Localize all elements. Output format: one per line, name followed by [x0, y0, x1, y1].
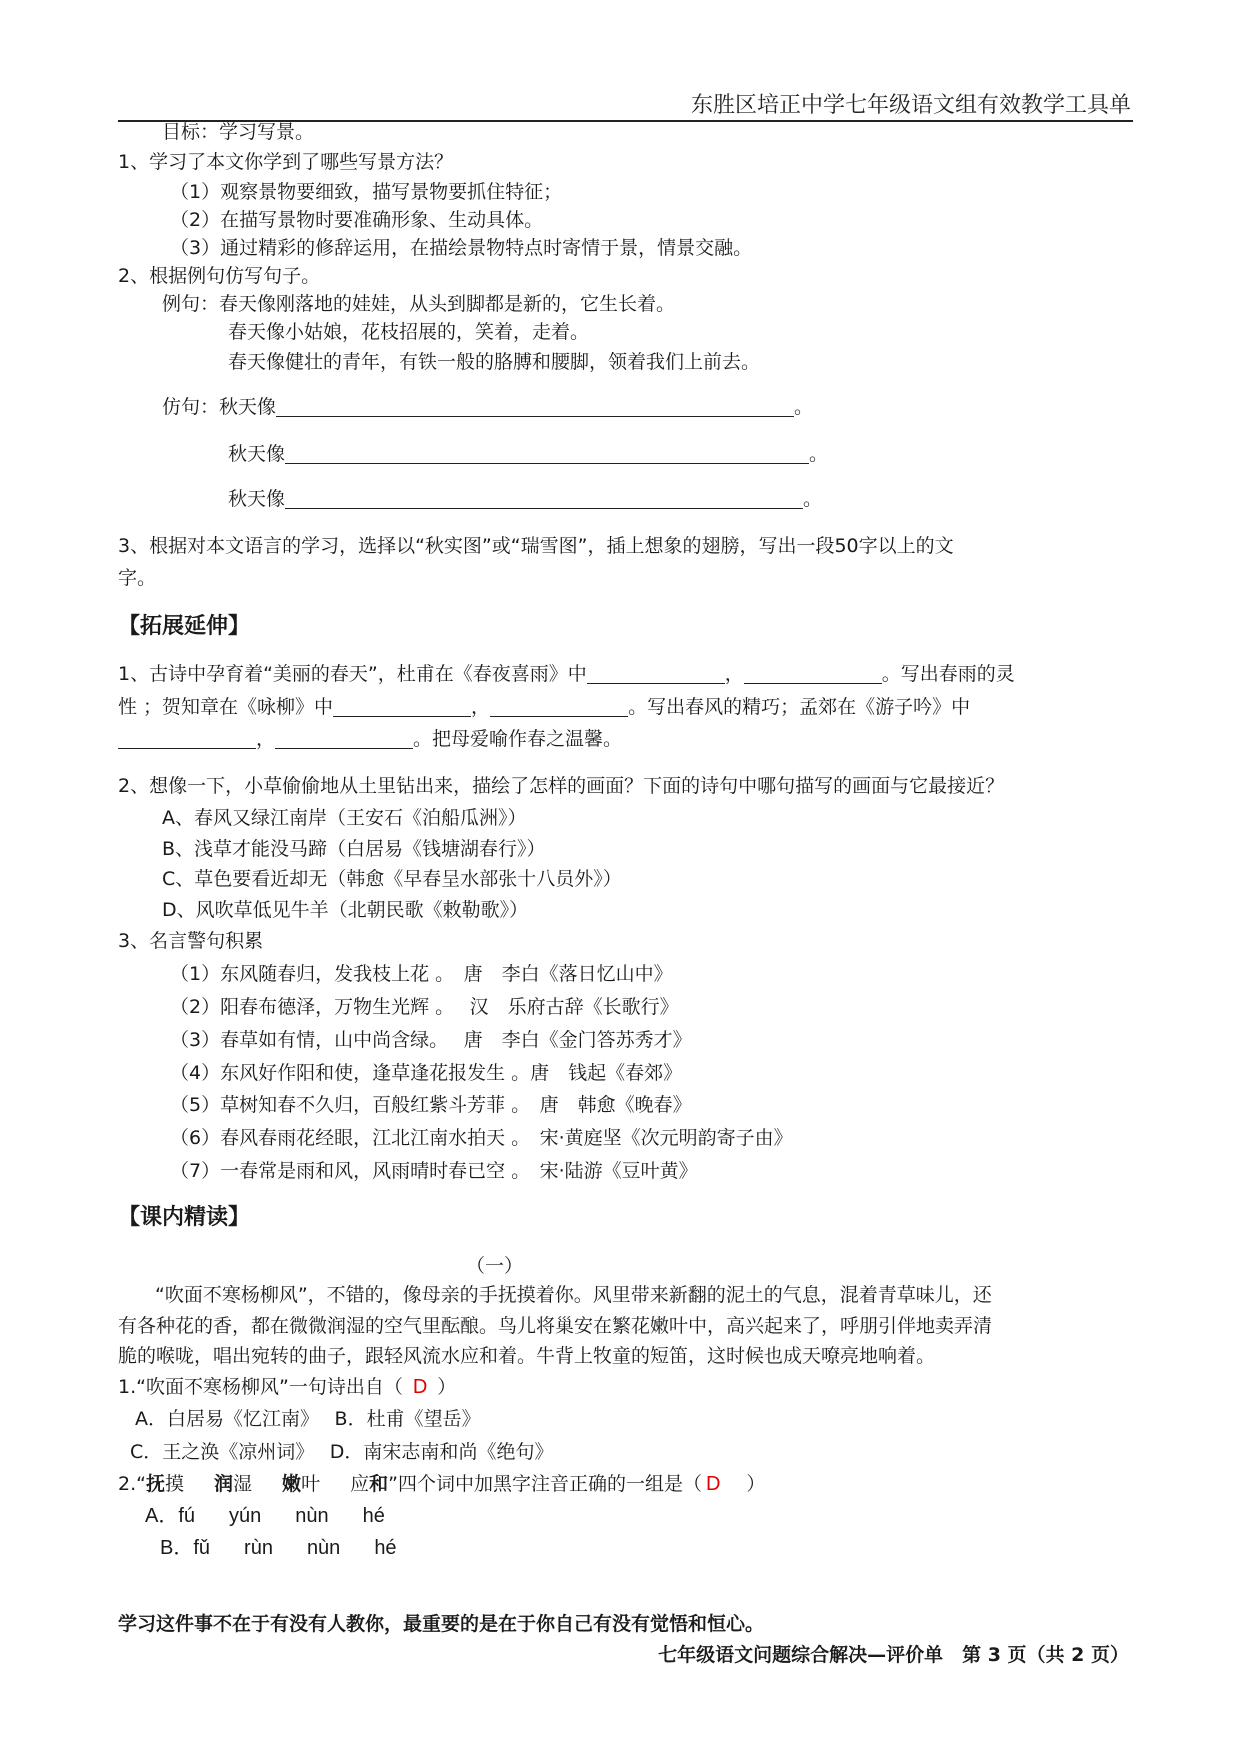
period: 。	[809, 443, 829, 465]
quote-item: （2）阳春布德泽，万物生光辉 。 汉 乐府古辞《长歌行》	[170, 996, 679, 1018]
ext-q1-line3	[118, 725, 622, 753]
pinyin: fú	[178, 1505, 196, 1527]
bold-char: 抚	[145, 1473, 165, 1495]
passage-line: 有各种花的香，都在微微润湿的空气里酝酿。鸟儿将巢安在繁花嫩叶中，高兴起来了，呼朋引伴地卖弄清	[118, 1315, 993, 1337]
imitate-prefix: 秋天像	[228, 443, 286, 465]
pinyin: hé	[374, 1537, 397, 1559]
quote-item: （1）东风随春归，发我枝上花 。 唐 李白《落日忆山中》	[170, 963, 673, 985]
reading-q2	[118, 1470, 765, 1498]
pinyin-option-b	[160, 1534, 431, 1562]
q2-prefix: 2.“	[118, 1473, 146, 1495]
quote-item: （4）东风好作阳和使，逢草逢花报发生 。唐 钱起《春郊》	[170, 1062, 683, 1084]
word-part: 叶	[301, 1473, 321, 1495]
ext-q1-line2	[118, 693, 970, 721]
word-part: 应	[350, 1473, 370, 1495]
imitate-prefix: 秋天像	[228, 488, 286, 510]
ext-q2-stem: 2、想像一下，小草偷偷地从土里钻出来，描绘了怎样的画面？下面的诗句中哪句描写的画面与它最接近？	[118, 775, 1005, 797]
option-label: A．	[145, 1505, 179, 1527]
footer-page-info: 七年级语文问题综合解决—评价单 第 3 页（共 2 页）	[658, 1644, 1129, 1666]
imitate-prefix: 秋天像	[219, 396, 277, 418]
word-part: 摸	[165, 1473, 185, 1495]
fill-blank[interactable]	[275, 726, 413, 749]
word-part: 湿	[233, 1473, 253, 1495]
pinyin: nùn	[306, 1537, 341, 1559]
target-line: 目标：学习写景。	[162, 121, 315, 143]
passage-line: “吹面不寒杨柳风”，不错的，像母亲的手抚摸着你。风里带来新翻的泥土的气息，混着青草味儿，还	[155, 1284, 992, 1306]
reading-q1-options: A．白居易《忆江南》 B．杜甫《望岳》	[135, 1408, 481, 1430]
ext-q1-text: 性 ；贺知章在《咏柳》中	[118, 696, 334, 718]
pinyin: yún	[229, 1505, 262, 1527]
section-title-extension: 【拓展延伸】	[118, 614, 251, 639]
imitate-blank[interactable]	[285, 486, 803, 509]
quote-item: （6）春风春雨花经眼，江北江南水拍天 。 宋·黄庭坚《次元明韵寄子由》	[170, 1127, 793, 1149]
imitate-line-3	[228, 485, 822, 513]
bold-char: 和	[369, 1473, 389, 1495]
comma: ，	[256, 728, 276, 750]
pinyin: hé	[362, 1505, 385, 1527]
q2-suffix: ”四个词中加黑字注音正确的一组是（	[388, 1473, 702, 1495]
q2-stem: 2、根据例句仿写句子。	[118, 265, 321, 287]
fill-blank[interactable]	[587, 661, 725, 684]
paren-close: ）	[746, 1473, 766, 1495]
imitate-line-2	[228, 440, 828, 468]
fill-blank[interactable]	[118, 726, 256, 749]
q3-line: 字。	[118, 567, 157, 589]
reading-q1-stem: 1.“吹面不寒杨柳风”一句诗出自（	[118, 1376, 403, 1398]
footer-motto: 学习这件事不在于有没有人教你，最重要的是在于你自己有没有觉悟和恒心。	[118, 1613, 765, 1635]
answer-mark: D	[705, 1473, 721, 1495]
example-sentence: 春天像刚落地的娃娃，从头到脚都是新的，它生长着。	[219, 293, 676, 315]
comma: ，	[724, 663, 744, 685]
pinyin: fǔ	[193, 1537, 211, 1559]
period: 。	[803, 488, 823, 510]
fill-blank[interactable]	[744, 661, 882, 684]
period: 。	[794, 396, 814, 418]
option-label: B．	[160, 1537, 194, 1559]
bold-char: 嫩	[282, 1473, 302, 1495]
example-sentence: 春天像小姑娘，花枝招展的，笑着，走着。	[228, 321, 590, 343]
ext-q1-text: 。写出春风的精巧；孟郊在《游子吟》中	[628, 696, 971, 718]
ext-q1-text: 。把母爱喻作春之温馨。	[413, 728, 623, 750]
q1-item: （1）观察景物要细致，描写景物要抓住特征；	[170, 181, 563, 203]
bold-char: 润	[214, 1473, 234, 1495]
fill-blank[interactable]	[333, 694, 471, 717]
q3-line: 3、根据对本文语言的学习，选择以“秋实图”或“瑞雪图”，插上想象的翅膀，写出一段50字以上的文	[118, 535, 954, 557]
pinyin-option-a	[145, 1502, 419, 1530]
ext-q1-text: 1、古诗中孕育着“美丽的春天”，杜甫在《春夜喜雨》中	[118, 663, 587, 685]
quote-item: （5）草树知春不久归，百般红紫斗芳菲 。 唐 韩愈《晚春》	[170, 1094, 692, 1116]
ext-q2-option: B、浅草才能没马蹄（白居易《钱塘湖春行》）	[162, 838, 546, 860]
imitate-line-1	[162, 393, 813, 421]
ext-q3-stem: 3、名言警句积累	[118, 930, 264, 952]
imitate-blank[interactable]	[285, 441, 809, 464]
comma: ，	[471, 696, 491, 718]
reading-q1-options: C．王之涣《凉州词》 D．南宋志南和尚《绝句》	[130, 1441, 554, 1463]
passage-line: 脆的喉咙，唱出宛转的曲子，跟轻风流水应和着。牛背上牧童的短笛，这时候也成天嘹亮地响着。	[118, 1345, 936, 1367]
imitate-label: 仿句：	[162, 396, 220, 418]
imitate-blank[interactable]	[276, 394, 794, 417]
q1-item: （3）通过精彩的修辞运用，在描绘景物特点时寄情于景，情景交融。	[170, 237, 753, 259]
q1-stem: 1、学习了本文你学到了哪些写景方法？	[118, 151, 454, 173]
fill-blank[interactable]	[490, 694, 628, 717]
quote-item: （7）一春常是雨和风，风雨晴时春已空 。 宋·陆游《豆叶黄》	[170, 1160, 698, 1182]
reading-part-label: （一）	[466, 1255, 524, 1277]
paren-close: ）	[437, 1376, 457, 1398]
ext-q1-line1	[118, 660, 1015, 688]
answer-mark: D	[412, 1376, 428, 1398]
ext-q1-text: 。写出春雨的灵	[881, 663, 1015, 685]
header-title: 东胜区培正中学七年级语文组有效教学工具单	[690, 93, 1131, 118]
ext-q2-option: C、草色要看近却无（韩愈《早春呈水部张十八员外》）	[162, 868, 622, 890]
section-title-reading: 【课内精读】	[118, 1205, 251, 1230]
example-label-text: 例句：	[162, 293, 220, 315]
ext-q2-option: D、风吹草低见牛羊（北朝民歌《敕勒歌》）	[162, 899, 529, 921]
pinyin: nùn	[295, 1505, 329, 1527]
q1-item: （2）在描写景物时要准确形象、生动具体。	[170, 209, 544, 231]
pinyin: rùn	[244, 1537, 273, 1559]
example-label	[162, 290, 675, 318]
ext-q2-option: A、春风又绿江南岸（王安石《泊船瓜洲》）	[162, 807, 527, 829]
quote-item: （3）春草如有情，山中尚含绿。 唐 李白《金门答苏秀才》	[170, 1029, 692, 1051]
example-sentence: 春天像健壮的青年，有铁一般的胳膊和腰脚，领着我们上前去。	[228, 351, 761, 373]
reading-q1	[118, 1373, 456, 1401]
